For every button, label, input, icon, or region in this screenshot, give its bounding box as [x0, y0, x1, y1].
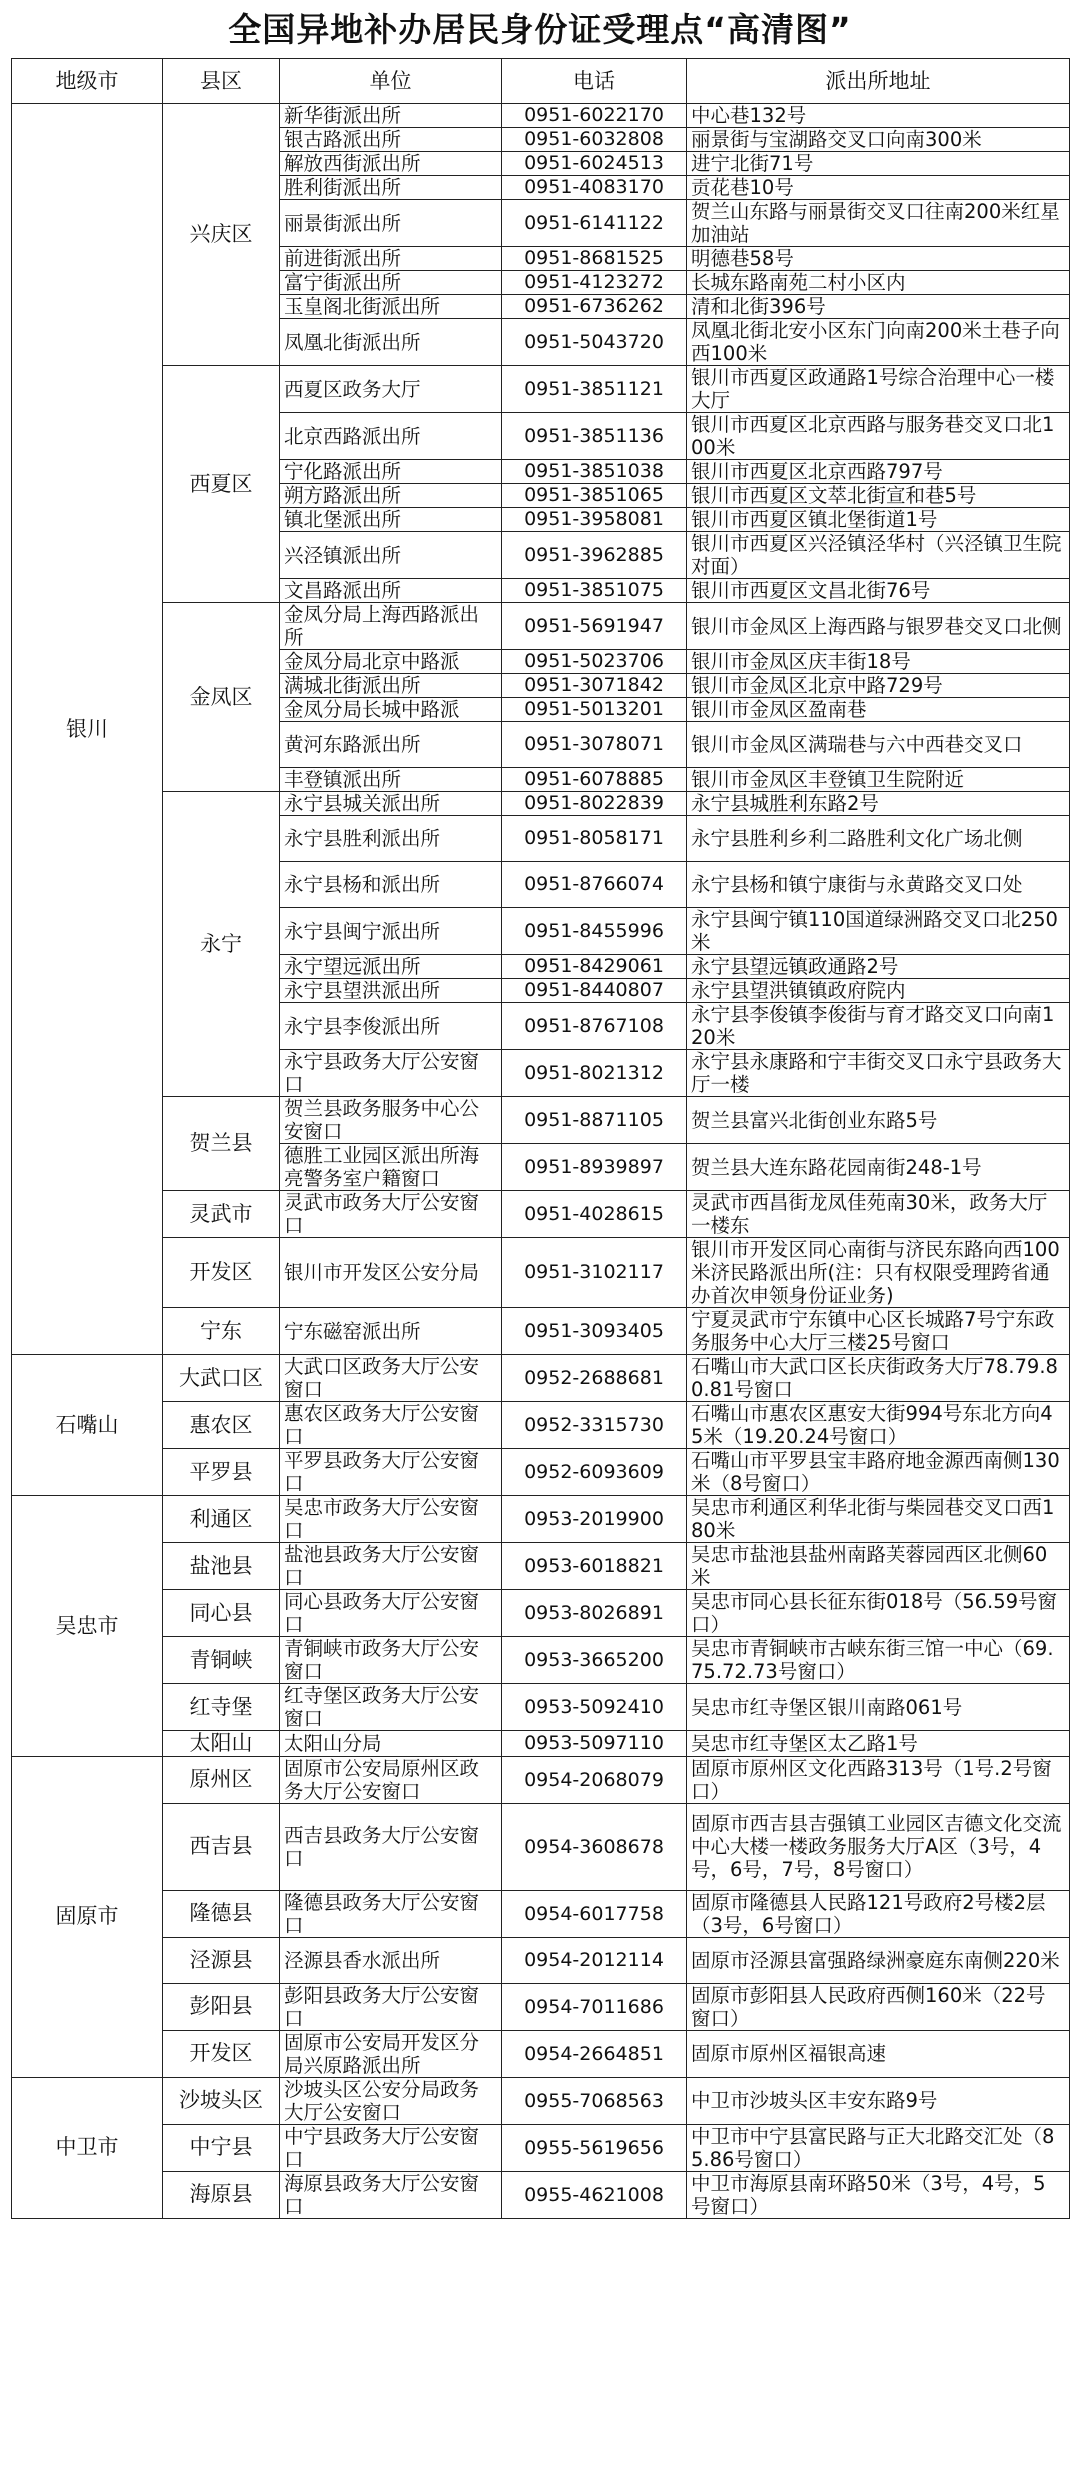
district-cell: 青铜峡 [163, 1637, 280, 1684]
unit-cell: 同心县政务大厅公安窗口 [280, 1590, 502, 1637]
district-cell: 隆德县 [163, 1890, 280, 1937]
address-cell: 永宁县望远镇政通路2号 [687, 955, 1070, 979]
phone-cell: 0954-6017758 [502, 1890, 687, 1937]
address-cell: 永宁县杨和镇宁康街与永黄路交叉口处 [687, 862, 1070, 908]
district-cell: 宁东 [163, 1308, 280, 1355]
unit-cell: 金凤分局北京中路派 [280, 650, 502, 674]
unit-cell: 永宁县政务大厅公安窗口 [280, 1050, 502, 1097]
table-row [12, 1402, 1070, 1449]
city-cell: 固原市 [12, 1756, 163, 2077]
table-row [12, 1983, 1070, 2030]
phone-cell: 0955-5619656 [502, 2124, 687, 2171]
district-cell: 红寺堡 [163, 1684, 280, 1731]
phone-cell: 0953-5097110 [502, 1731, 687, 1757]
table-row [12, 1684, 1070, 1731]
table-header-row [12, 59, 1070, 104]
unit-cell: 宁化路派出所 [280, 460, 502, 484]
unit-cell: 沙坡头区公安分局政务大厅公安窗口 [280, 2077, 502, 2124]
table-row [12, 2030, 1070, 2077]
unit-cell: 胜利街派出所 [280, 176, 502, 200]
district-cell: 泾源县 [163, 1937, 280, 1983]
unit-cell: 金凤分局长城中路派 [280, 698, 502, 722]
phone-cell: 0951-3851038 [502, 460, 687, 484]
address-cell: 石嘴山市大武口区长庆街政务大厅78.79.80.81号窗口 [687, 1355, 1070, 1402]
phone-cell: 0951-3093405 [502, 1308, 687, 1355]
address-cell: 贡花巷10号 [687, 176, 1070, 200]
district-cell: 惠农区 [163, 1402, 280, 1449]
address-cell: 银川市西夏区政通路1号综合治理中心一楼大厅 [687, 366, 1070, 413]
city-cell: 吴忠市 [12, 1496, 163, 1757]
header-phone: 电话 [502, 59, 687, 104]
table-row [12, 1355, 1070, 1402]
address-cell: 固原市西吉县吉强镇工业园区吉德文化交流中心大楼一楼政务服务大厅A区（3号，4号，6号，7号，8号窗口） [687, 1803, 1070, 1890]
table-row [12, 2171, 1070, 2218]
phone-cell: 0953-5092410 [502, 1684, 687, 1731]
phone-cell: 0951-4028615 [502, 1191, 687, 1238]
table-row [12, 1637, 1070, 1684]
unit-cell: 丰登镇派出所 [280, 768, 502, 792]
address-cell: 永宁县城胜利东路2号 [687, 792, 1070, 816]
phone-cell: 0952-6093609 [502, 1449, 687, 1496]
phone-cell: 0951-3958081 [502, 508, 687, 532]
phone-cell: 0951-4123272 [502, 271, 687, 295]
phone-cell: 0954-2664851 [502, 2030, 687, 2077]
address-cell: 贺兰县大连东路花园南街248-1号 [687, 1144, 1070, 1191]
address-cell: 灵武市西昌街龙凤佳苑南30米，政务大厅一楼东 [687, 1191, 1070, 1238]
address-cell: 永宁县闽宁镇110国道绿洲路交叉口北250米 [687, 908, 1070, 955]
district-cell: 沙坡头区 [163, 2077, 280, 2124]
unit-cell: 永宁县胜利派出所 [280, 816, 502, 862]
phone-cell: 0951-8871105 [502, 1097, 687, 1144]
unit-cell: 太阳山分局 [280, 1731, 502, 1757]
address-cell: 永宁县胜利乡利二路胜利文化广场北侧 [687, 816, 1070, 862]
unit-cell: 朔方路派出所 [280, 484, 502, 508]
address-cell: 固原市泾源县富强路绿洲豪庭东南侧220米 [687, 1937, 1070, 1983]
address-cell: 吴忠市青铜峡市古峡东街三馆一中心（69.75.72.73号窗口） [687, 1637, 1070, 1684]
phone-cell: 0951-4083170 [502, 176, 687, 200]
district-cell: 大武口区 [163, 1355, 280, 1402]
district-cell: 金凤区 [163, 603, 280, 792]
phone-cell: 0953-6018821 [502, 1543, 687, 1590]
address-cell: 固原市原州区福银高速 [687, 2030, 1070, 2077]
table-row [12, 1803, 1070, 1890]
address-cell: 吴忠市红寺堡区太乙路1号 [687, 1731, 1070, 1757]
unit-cell: 中宁县政务大厅公安窗口 [280, 2124, 502, 2171]
phone-cell: 0951-3851121 [502, 366, 687, 413]
unit-cell: 吴忠市政务大厅公安窗口 [280, 1496, 502, 1543]
address-cell: 银川市金凤区丰登镇卫生院附近 [687, 768, 1070, 792]
address-cell: 银川市金凤区盈南巷 [687, 698, 1070, 722]
phone-cell: 0951-8022839 [502, 792, 687, 816]
city-cell: 银川 [12, 104, 163, 1355]
table-row [12, 1756, 1070, 1803]
unit-cell: 西吉县政务大厅公安窗口 [280, 1803, 502, 1890]
unit-cell: 西夏区政务大厅 [280, 366, 502, 413]
unit-cell: 彭阳县政务大厅公安窗口 [280, 1983, 502, 2030]
phone-cell: 0951-8455996 [502, 908, 687, 955]
table-row [12, 1238, 1070, 1308]
phone-cell: 0954-2012114 [502, 1937, 687, 1983]
phone-cell: 0951-3851136 [502, 413, 687, 460]
unit-cell: 新华街派出所 [280, 104, 502, 128]
district-cell: 兴庆区 [163, 104, 280, 366]
unit-cell: 前进街派出所 [280, 247, 502, 271]
header-city: 地级市 [12, 59, 163, 104]
address-cell: 银川市金凤区北京中路729号 [687, 674, 1070, 698]
address-cell: 凤凰北街北安小区东门向南200米土巷子向西100米 [687, 319, 1070, 366]
unit-cell: 永宁县城关派出所 [280, 792, 502, 816]
header-address: 派出所地址 [687, 59, 1070, 104]
phone-cell: 0951-3071842 [502, 674, 687, 698]
phone-cell: 0951-6141122 [502, 200, 687, 247]
header-district: 县区 [163, 59, 280, 104]
unit-cell: 永宁县望洪派出所 [280, 979, 502, 1003]
unit-cell: 隆德县政务大厅公安窗口 [280, 1890, 502, 1937]
district-cell: 同心县 [163, 1590, 280, 1637]
unit-cell: 红寺堡区政务大厅公安窗口 [280, 1684, 502, 1731]
table-row [12, 2077, 1070, 2124]
phone-cell: 0953-8026891 [502, 1590, 687, 1637]
unit-cell: 银川市开发区公安分局 [280, 1238, 502, 1308]
table-row [12, 104, 1070, 128]
unit-cell: 文昌路派出所 [280, 579, 502, 603]
unit-cell: 满城北街派出所 [280, 674, 502, 698]
table-row [12, 1937, 1070, 1983]
district-cell: 中宁县 [163, 2124, 280, 2171]
address-cell: 固原市彭阳县人民政府西侧160米（22号窗口） [687, 1983, 1070, 2030]
table-row [12, 792, 1070, 816]
address-cell: 永宁县望洪镇镇政府院内 [687, 979, 1070, 1003]
address-cell: 银川市西夏区北京西路与服务巷交叉口北100米 [687, 413, 1070, 460]
unit-cell: 灵武市政务大厅公安窗口 [280, 1191, 502, 1238]
address-cell: 中心巷132号 [687, 104, 1070, 128]
unit-cell: 银古路派出所 [280, 128, 502, 152]
unit-cell: 富宁街派出所 [280, 271, 502, 295]
address-cell: 中卫市沙坡头区丰安东路9号 [687, 2077, 1070, 2124]
district-cell: 开发区 [163, 1238, 280, 1308]
phone-cell: 0951-8767108 [502, 1003, 687, 1050]
district-cell: 海原县 [163, 2171, 280, 2218]
address-cell: 贺兰山东路与丽景街交叉口往南200米红星加油站 [687, 200, 1070, 247]
table-row [12, 1097, 1070, 1144]
address-cell: 银川市西夏区文昌北街76号 [687, 579, 1070, 603]
page-title: 全国异地补办居民身份证受理点“高清图” [228, 10, 852, 49]
phone-cell: 0951-5013201 [502, 698, 687, 722]
phone-cell: 0955-4621008 [502, 2171, 687, 2218]
unit-cell: 永宁县李俊派出所 [280, 1003, 502, 1050]
table-row [12, 1449, 1070, 1496]
phone-cell: 0952-3315730 [502, 1402, 687, 1449]
table-row [12, 603, 1070, 650]
unit-cell: 丽景街派出所 [280, 200, 502, 247]
phone-cell: 0951-6024513 [502, 152, 687, 176]
address-cell: 固原市原州区文化西路313号（1号.2号窗口） [687, 1756, 1070, 1803]
table-row [12, 1496, 1070, 1543]
table-row [12, 1731, 1070, 1757]
address-cell: 永宁县永康路和宁丰街交叉口永宁县政务大厅一楼 [687, 1050, 1070, 1097]
phone-cell: 0951-3851075 [502, 579, 687, 603]
phone-cell: 0955-7068563 [502, 2077, 687, 2124]
address-cell: 银川市开发区同心南街与济民东路向西100米济民路派出所(注：只有权限受理跨省通办首次申领身份证业务) [687, 1238, 1070, 1308]
phone-cell: 0951-8429061 [502, 955, 687, 979]
phone-cell: 0951-3962885 [502, 532, 687, 579]
unit-cell: 镇北堡派出所 [280, 508, 502, 532]
address-cell: 吴忠市同心县长征东街018号（56.59号窗口） [687, 1590, 1070, 1637]
phone-cell: 0952-2688681 [502, 1355, 687, 1402]
address-cell: 中卫市中宁县富民路与正大北路交汇处（85.86号窗口） [687, 2124, 1070, 2171]
unit-cell: 德胜工业园区派出所海亮警务室户籍窗口 [280, 1144, 502, 1191]
district-cell: 盐池县 [163, 1543, 280, 1590]
unit-cell: 平罗县政务大厅公安窗口 [280, 1449, 502, 1496]
id-card-service-points-table [11, 58, 1070, 2219]
unit-cell: 泾源县香水派出所 [280, 1937, 502, 1983]
phone-cell: 0951-5691947 [502, 603, 687, 650]
address-cell: 清和北街396号 [687, 295, 1070, 319]
district-cell: 平罗县 [163, 1449, 280, 1496]
district-cell: 彭阳县 [163, 1983, 280, 2030]
table-row [12, 1543, 1070, 1590]
unit-cell: 宁东磁窑派出所 [280, 1308, 502, 1355]
phone-cell: 0953-3665200 [502, 1637, 687, 1684]
address-cell: 银川市西夏区文萃北街宣和巷5号 [687, 484, 1070, 508]
address-cell: 银川市西夏区北京西路797号 [687, 460, 1070, 484]
address-cell: 吴忠市红寺堡区银川南路061号 [687, 1684, 1070, 1731]
phone-cell: 0951-5023706 [502, 650, 687, 674]
unit-cell: 大武口区政务大厅公安窗口 [280, 1355, 502, 1402]
table-row [12, 1590, 1070, 1637]
district-cell: 原州区 [163, 1756, 280, 1803]
phone-cell: 0951-3851065 [502, 484, 687, 508]
unit-cell: 惠农区政务大厅公安窗口 [280, 1402, 502, 1449]
city-cell: 中卫市 [12, 2077, 163, 2218]
unit-cell: 永宁县闽宁派出所 [280, 908, 502, 955]
unit-cell: 海原县政务大厅公安窗口 [280, 2171, 502, 2218]
address-cell: 长城东路南苑二村小区内 [687, 271, 1070, 295]
phone-cell: 0954-7011686 [502, 1983, 687, 2030]
phone-cell: 0951-5043720 [502, 319, 687, 366]
phone-cell: 0953-2019900 [502, 1496, 687, 1543]
district-cell: 永宁 [163, 792, 280, 1097]
phone-cell: 0951-8021312 [502, 1050, 687, 1097]
unit-cell: 兴泾镇派出所 [280, 532, 502, 579]
address-cell: 银川市西夏区兴泾镇泾华村（兴泾镇卫生院对面） [687, 532, 1070, 579]
unit-cell: 青铜峡市政务大厅公安窗口 [280, 1637, 502, 1684]
district-cell: 太阳山 [163, 1731, 280, 1757]
address-cell: 石嘴山市惠农区惠安大街994号东北方向45米（19.20.24号窗口） [687, 1402, 1070, 1449]
district-cell: 利通区 [163, 1496, 280, 1543]
unit-cell: 凤凰北街派出所 [280, 319, 502, 366]
unit-cell: 黄河东路派出所 [280, 722, 502, 768]
address-cell: 固原市隆德县人民路121号政府2号楼2层（3号，6号窗口） [687, 1890, 1070, 1937]
district-cell: 西夏区 [163, 366, 280, 603]
city-cell: 石嘴山 [12, 1355, 163, 1496]
table-body [12, 104, 1070, 2219]
unit-cell: 北京西路派出所 [280, 413, 502, 460]
phone-cell: 0951-8440807 [502, 979, 687, 1003]
phone-cell: 0951-8766074 [502, 862, 687, 908]
phone-cell: 0951-6078885 [502, 768, 687, 792]
address-cell: 银川市金凤区上海西路与银罗巷交叉口北侧 [687, 603, 1070, 650]
table-row [12, 2124, 1070, 2171]
address-cell: 吴忠市利通区利华北街与柴园巷交叉口西180米 [687, 1496, 1070, 1543]
district-cell: 贺兰县 [163, 1097, 280, 1191]
address-cell: 中卫市海原县南环路50米（3号，4号，5号窗口） [687, 2171, 1070, 2218]
address-cell: 明德巷58号 [687, 247, 1070, 271]
address-cell: 银川市金凤区满瑞巷与六中西巷交叉口 [687, 722, 1070, 768]
address-cell: 永宁县李俊镇李俊街与育才路交叉口向南120米 [687, 1003, 1070, 1050]
unit-cell: 解放西街派出所 [280, 152, 502, 176]
unit-cell: 固原市公安局原州区政务大厅公安窗口 [280, 1756, 502, 1803]
table-row [12, 1890, 1070, 1937]
address-cell: 银川市金凤区庆丰街18号 [687, 650, 1070, 674]
address-cell: 银川市西夏区镇北堡街道1号 [687, 508, 1070, 532]
table-row [12, 366, 1070, 413]
address-cell: 进宁北街71号 [687, 152, 1070, 176]
table-row [12, 1191, 1070, 1238]
address-cell: 宁夏灵武市宁东镇中心区长城路7号宁东政务服务中心大厅三楼25号窗口 [687, 1308, 1070, 1355]
unit-cell: 永宁县杨和派出所 [280, 862, 502, 908]
phone-cell: 0951-6032808 [502, 128, 687, 152]
address-cell: 贺兰县富兴北街创业东路5号 [687, 1097, 1070, 1144]
phone-cell: 0951-6736262 [502, 295, 687, 319]
address-cell: 石嘴山市平罗县宝丰路府地金源西南侧130米（8号窗口） [687, 1449, 1070, 1496]
phone-cell: 0951-8681525 [502, 247, 687, 271]
phone-cell: 0951-6022170 [502, 104, 687, 128]
phone-cell: 0954-2068079 [502, 1756, 687, 1803]
unit-cell: 永宁望远派出所 [280, 955, 502, 979]
unit-cell: 玉皇阁北街派出所 [280, 295, 502, 319]
phone-cell: 0951-3078071 [502, 722, 687, 768]
phone-cell: 0951-8058171 [502, 816, 687, 862]
unit-cell: 盐池县政务大厅公安窗口 [280, 1543, 502, 1590]
unit-cell: 贺兰县政务服务中心公安窗口 [280, 1097, 502, 1144]
address-cell: 吴忠市盐池县盐州南路芙蓉园西区北侧60米 [687, 1543, 1070, 1590]
district-cell: 开发区 [163, 2030, 280, 2077]
unit-cell: 金凤分局上海西路派出所 [280, 603, 502, 650]
phone-cell: 0954-3608678 [502, 1803, 687, 1890]
header-unit: 单位 [280, 59, 502, 104]
address-cell: 丽景街与宝湖路交叉口向南300米 [687, 128, 1070, 152]
district-cell: 西吉县 [163, 1803, 280, 1890]
phone-cell: 0951-8939897 [502, 1144, 687, 1191]
unit-cell: 固原市公安局开发区分局兴原路派出所 [280, 2030, 502, 2077]
phone-cell: 0951-3102117 [502, 1238, 687, 1308]
table-row [12, 1308, 1070, 1355]
district-cell: 灵武市 [163, 1191, 280, 1238]
